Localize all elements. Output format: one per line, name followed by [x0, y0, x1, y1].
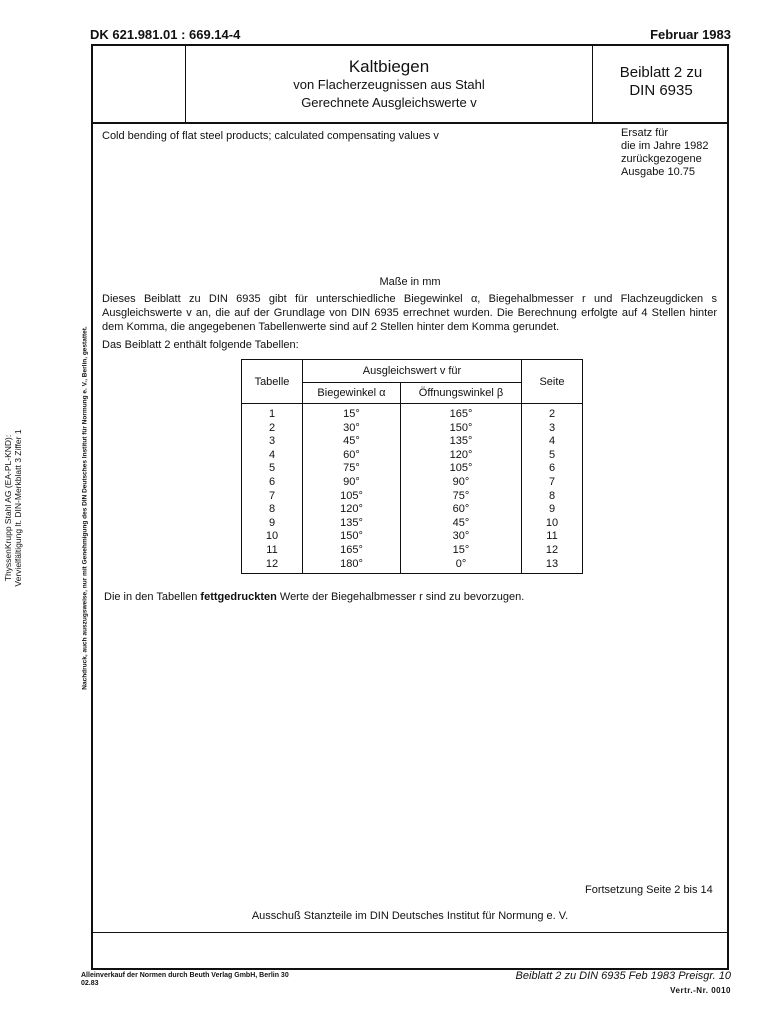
cell-oeffnungswinkel: 75° [400, 490, 521, 504]
cell-tabelle: 1 [242, 404, 303, 422]
cell-biegewinkel: 180° [303, 558, 401, 574]
cell-biegewinkel: 60° [303, 449, 401, 463]
table-row [242, 503, 583, 517]
cell-seite: 10 [522, 517, 583, 531]
cell-biegewinkel: 90° [303, 476, 401, 490]
table-row [242, 517, 583, 531]
col-header-tabelle: Tabelle [242, 360, 303, 404]
footer-reference: Beiblatt 2 zu DIN 6935 Feb 1983 Preisgr. 10 [515, 970, 731, 982]
cell-biegewinkel: 150° [303, 530, 401, 544]
cell-oeffnungswinkel: 150° [400, 422, 521, 436]
cell-seite: 4 [522, 435, 583, 449]
tables-intro: Das Beiblatt 2 enthält folgende Tabellen: [102, 339, 299, 351]
cell-tabelle: 11 [242, 544, 303, 558]
cell-tabelle: 12 [242, 558, 303, 574]
dk-number: DK 621.981.01 : 669.14-4 [90, 27, 241, 42]
cell-seite: 5 [522, 449, 583, 463]
cell-seite: 12 [522, 544, 583, 558]
din-number: DIN 6935 [629, 82, 693, 99]
cell-tabelle: 9 [242, 517, 303, 531]
sales-code: 02.83 [81, 980, 99, 987]
col-header-oeffnungswinkel: Öffnungswinkel β [400, 383, 521, 404]
header-divider [91, 122, 729, 124]
side-license-line: ThyssenKrupp Stahl AG (EA-PL-KND): [3, 434, 13, 582]
cell-biegewinkel: 75° [303, 462, 401, 476]
ersatz-note [621, 127, 708, 179]
cell-seite: 11 [522, 530, 583, 544]
table-row [242, 476, 583, 490]
cell-tabelle: 7 [242, 490, 303, 504]
cell-tabelle: 4 [242, 449, 303, 463]
cell-biegewinkel: 135° [303, 517, 401, 531]
table-row [242, 530, 583, 544]
cell-seite: 3 [522, 422, 583, 436]
title-sub2: Gerechnete Ausgleichswerte v [301, 95, 477, 110]
cell-biegewinkel: 30° [303, 422, 401, 436]
cell-biegewinkel: 165° [303, 544, 401, 558]
cell-biegewinkel: 45° [303, 435, 401, 449]
ersatz-line: die im Jahre 1982 [621, 140, 709, 152]
ersatz-line: Ausgabe 10.75 [621, 166, 696, 178]
committee-name: Ausschuß Stanzteile im DIN Deutsches Institut für Normung e. V. [251, 910, 569, 922]
cell-biegewinkel: 120° [303, 503, 401, 517]
table-row [242, 404, 583, 422]
cell-tabelle: 8 [242, 503, 303, 517]
cell-oeffnungswinkel: 15° [400, 544, 521, 558]
continuation-note: Fortsetzung Seite 2 bis 14 [585, 884, 713, 896]
cell-tabelle: 3 [242, 435, 303, 449]
ersatz-line: zurückgezogene [621, 153, 702, 165]
cell-oeffnungswinkel: 135° [400, 435, 521, 449]
cell-oeffnungswinkel: 90° [400, 476, 521, 490]
col-header-seite: Seite [522, 360, 583, 404]
english-title: Cold bending of flat steel products; calculated compensating values v [102, 130, 439, 142]
table-row [242, 422, 583, 436]
intro-paragraph: Dieses Beiblatt zu DIN 6935 gibt für unterschiedliche Biegewinkel α, Biegehalbmesser r und Flachzeugdicken s Ausgleichswerte v an, die auf der Grundlage von DIN 6935 errechnet wurden. Die Berechnung erfolgte auf 4 Stellen hinter dem Komma, die angegebenen Tabellenwerte sind auf 2 Stellen hinter dem Komma gerundet. [102, 293, 717, 333]
cell-tabelle: 2 [242, 422, 303, 436]
table-row [242, 490, 583, 504]
cell-tabelle: 6 [242, 476, 303, 490]
cell-oeffnungswinkel: 45° [400, 517, 521, 531]
cell-tabelle: 10 [242, 530, 303, 544]
cell-oeffnungswinkel: 165° [400, 404, 521, 422]
title-main: Kaltbiegen [348, 57, 430, 76]
sales-text: Alleinverkauf der Normen durch Beuth Verlag GmbH, Berlin 30 [81, 972, 289, 979]
contents-table [241, 359, 583, 574]
cell-biegewinkel: 105° [303, 490, 401, 504]
title-sub1: von Flacherzeugnissen aus Stahl [293, 77, 485, 92]
preferred-values-note [104, 591, 524, 603]
note-text: Werte der Biegehalbmesser r sind zu bevorzugen. [276, 591, 525, 603]
cell-tabelle: 5 [242, 462, 303, 476]
table-row [242, 558, 583, 574]
note-text: Die in den Tabellen [104, 591, 201, 603]
table-row [242, 544, 583, 558]
cell-oeffnungswinkel: 120° [400, 449, 521, 463]
table-body [242, 404, 583, 574]
side-license-line: Vervielfältigung lt. DIN-Merkblatt 3 Ziffer 1 [13, 429, 23, 587]
vertrieb-number: Vertr.-Nr. 0010 [670, 986, 731, 995]
cell-biegewinkel: 15° [303, 404, 401, 422]
publication-date: Februar 1983 [650, 27, 731, 42]
cell-seite: 7 [522, 476, 583, 490]
cell-oeffnungswinkel: 30° [400, 530, 521, 544]
col-header-ausgleichswert: Ausgleichswert v für [303, 360, 522, 383]
table-row [242, 462, 583, 476]
side-reprint-text: Nachdruck, auch auszugsweise, nur mit Genehmigung des DIN Deutsches Institut für Normung e. V., Berlin, gestattet. [81, 326, 89, 690]
bottom-divider [91, 932, 729, 933]
note-bold-text: fettgedruckten [200, 591, 277, 603]
ersatz-line: Ersatz für [621, 127, 669, 139]
cell-oeffnungswinkel: 0° [400, 558, 521, 574]
units-note: Maße in mm [379, 276, 441, 288]
cell-seite: 6 [522, 462, 583, 476]
table-row [242, 435, 583, 449]
col-header-biegewinkel: Biegewinkel α [303, 383, 401, 404]
cell-oeffnungswinkel: 105° [400, 462, 521, 476]
cell-oeffnungswinkel: 60° [400, 503, 521, 517]
cell-seite: 9 [522, 503, 583, 517]
beiblatt-label: Beiblatt 2 zu [619, 64, 703, 81]
cell-seite: 13 [522, 558, 583, 574]
cell-seite: 2 [522, 404, 583, 422]
cell-seite: 8 [522, 490, 583, 504]
sales-note [81, 972, 289, 988]
table-row [242, 449, 583, 463]
